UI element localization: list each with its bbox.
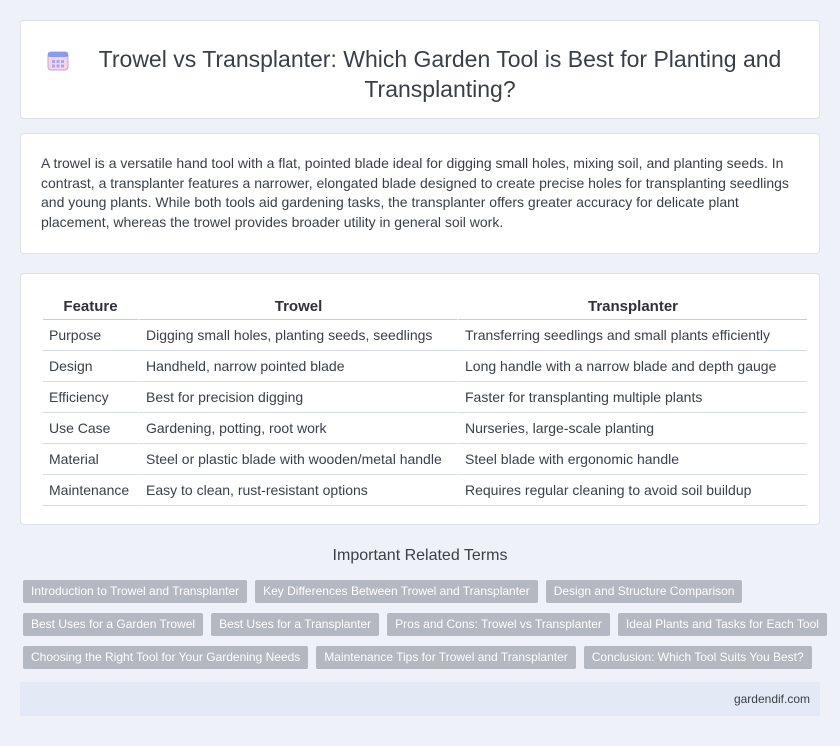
- table-cell: Easy to clean, rust-resistant options: [138, 475, 457, 506]
- related-term-link[interactable]: Conclusion: Which Tool Suits You Best?: [584, 646, 812, 669]
- footer-site-link[interactable]: gardendif.com: [733, 692, 810, 706]
- comparison-table: [43, 294, 807, 506]
- table-cell: Material: [43, 444, 138, 475]
- table-cell: Steel or plastic blade with wooden/metal handle: [138, 444, 457, 475]
- related-term-link[interactable]: Design and Structure Comparison: [546, 580, 743, 603]
- table-row: [43, 444, 807, 475]
- header-trowel: Trowel: [138, 294, 457, 320]
- table-row: [43, 351, 807, 382]
- table-cell: Nurseries, large-scale planting: [457, 413, 807, 444]
- comparison-card: [20, 273, 820, 525]
- related-terms-heading: Important Related Terms: [332, 547, 508, 564]
- page-title: Trowel vs Transplanter: Which Garden Tool is Best for Planting and Transplanting?: [98, 46, 782, 102]
- table-header-row: [43, 294, 807, 320]
- table-cell: Purpose: [43, 320, 138, 351]
- related-term-link[interactable]: Pros and Cons: Trowel vs Transplanter: [387, 613, 610, 636]
- table-cell: Design: [43, 351, 138, 382]
- related-term-link[interactable]: Choosing the Right Tool for Your Gardening Needs: [23, 646, 308, 669]
- table-cell: Long handle with a narrow blade and depth gauge: [457, 351, 807, 382]
- header-feature: Feature: [43, 294, 138, 320]
- table-cell: Gardening, potting, root work: [138, 413, 457, 444]
- related-term-link[interactable]: Key Differences Between Trowel and Transplanter: [255, 580, 538, 603]
- table-cell: Use Case: [43, 413, 138, 444]
- related-term-link[interactable]: Best Uses for a Garden Trowel: [23, 613, 203, 636]
- table-cell: Faster for transplanting multiple plants: [457, 382, 807, 413]
- table-cell: Maintenance: [43, 475, 138, 506]
- table-row: [43, 382, 807, 413]
- title-card: [20, 20, 820, 119]
- related-term-link[interactable]: Maintenance Tips for Trowel and Transplanter: [316, 646, 575, 669]
- related-term-link[interactable]: Ideal Plants and Tasks for Each Tool: [618, 613, 827, 636]
- table-cell: Requires regular cleaning to avoid soil buildup: [457, 475, 807, 506]
- related-terms-list: [23, 580, 823, 679]
- table-cell: Digging small holes, planting seeds, seedlings: [138, 320, 457, 351]
- related-term-link[interactable]: Best Uses for a Transplanter: [211, 613, 379, 636]
- table-cell: Steel blade with ergonomic handle: [457, 444, 807, 475]
- footer: [20, 682, 820, 716]
- table-cell: Best for precision digging: [138, 382, 457, 413]
- table-cell: Handheld, narrow pointed blade: [138, 351, 457, 382]
- table-row: [43, 320, 807, 351]
- table-cell: Transferring seedlings and small plants efficiently: [457, 320, 807, 351]
- intro-paragraph: A trowel is a versatile hand tool with a flat, pointed blade ideal for digging small holes, mixing soil, and planting seeds. In contrast, a transplanter features a narrower, elongated blade designed to create precise holes for transplanting seedlings and young plants. While both tools aid gardening tasks, the transplanter offers greater accuracy for delicate plant placement, whereas the trowel provides broader utility in general soil work.: [41, 155, 789, 230]
- table-cell: Efficiency: [43, 382, 138, 413]
- related-term-link[interactable]: Introduction to Trowel and Transplanter: [23, 580, 247, 603]
- table-row: [43, 413, 807, 444]
- intro-card: [20, 133, 820, 254]
- header-transplanter: Transplanter: [457, 294, 807, 320]
- table-row: [43, 475, 807, 506]
